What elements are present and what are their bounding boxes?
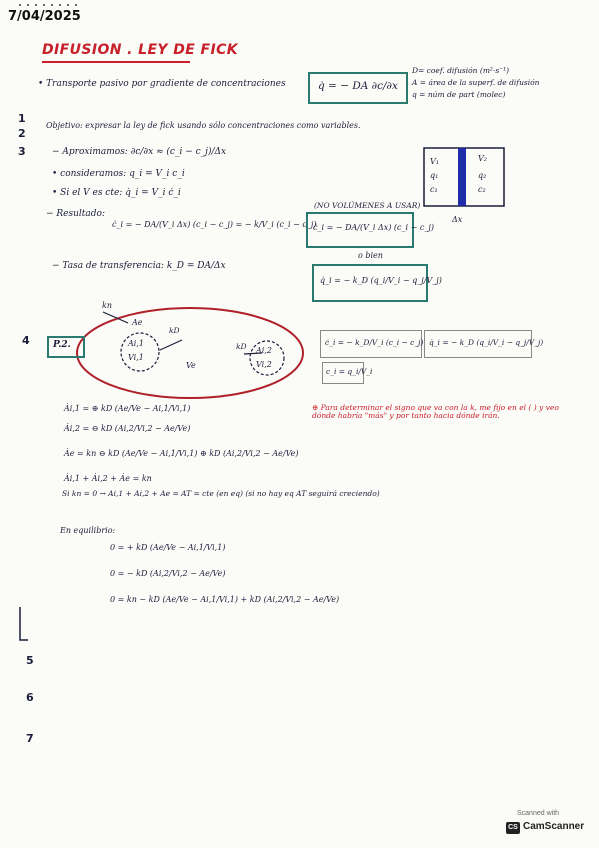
margin-mark-1: 1 [18,112,26,125]
cell-ve: Ve [186,361,196,370]
boxed-q-equation-box [312,264,442,302]
cell-vi1: Vi,1 [128,353,144,362]
margin-mark-5: 5 [26,654,34,667]
equilibrium-label: En equilibrio: [60,526,116,535]
margin-mark-3: 3 [18,145,26,158]
equilibrium-eq-2: 0 = − kD (Ai,2/Vi,2 − Ae/Ve) [110,569,226,578]
approx-line: − Aproximamos: ∂c/∂x ≈ (c_i − c_j)/Δx [52,147,227,157]
def-a: A = área de la superf. de difusión [412,78,540,87]
membrane-bar [458,148,466,206]
diagram-c1: c₁ [430,185,438,194]
diagram-c2: c₂ [478,185,486,194]
gray-box-1 [320,330,422,358]
cell-kd2: kD [236,342,247,351]
transport-line: • Transporte pasivo por gradiente de concentraciones [38,79,286,89]
camscanner-text: CamScanner [523,821,585,832]
rate-line: − Tasa de transferencia: k_D = DA/Δx [52,261,226,271]
gray-box-2 [424,330,544,358]
cell-ai1: Ai,1 [128,339,144,348]
vconst-line: • Si el V es cte: q̇_i = V_i ċ_i [52,188,181,198]
cell-ai2: Ai,2 [256,346,272,355]
equilibrium-eq-1: 0 = + kD (Ae/Ve − Ai,1/Vi,1) [110,543,226,552]
boxed-c-equation: ċ_i = − DA/(V_i Δx) (c_i − c_j) [313,223,434,232]
boxed-c-equation-box [306,212,434,248]
sum-equation: Ȧi,1 + Ȧi,2 + Ȧe = kn [64,474,152,483]
result-label: − Resultado: [46,209,105,219]
margin-mark-4: 4 [22,334,30,347]
ae-equation: Ȧe = kn ⊖ kD (Ae/Ve − Ai,1/Vi,1) ⊕ kD (Ai,2/Vi,2 − Ae/Ve) [64,449,299,458]
margin-mark-7: 7 [26,732,34,745]
ai2-equation: Ȧi,2 = ⊖ kD (Ai,2/Vi,2 − Ae/Ve) [64,424,191,433]
p2-label: P.2. [53,340,71,350]
no-volume-note: (NO VOLÚMENES A USAR) [314,201,421,210]
p2-box [47,336,85,358]
sign-note: ⊕ Para determinar el signo que va con la k, me fijo en el ( ) y veo dónde habría "más" y por tanto hacia dónde irán. [312,403,559,421]
equilibrium-eq-3: 0 = kn − kD (Ae/Ve − Ai,1/Vi,1) + kD (Ai,2/Vi,2 − Ae/Ve) [110,595,340,604]
fick-equation: q̇ = − DA ∂c/∂x [318,80,398,92]
diagram-q1: q₁ [430,171,439,180]
fick-box [308,72,408,104]
camscanner-badge [503,810,593,840]
margin-mark-6: 6 [26,691,34,704]
gray-eq-3: c_i = q_i/V_i [326,367,373,376]
conservation-line: Si kn = 0 → Ai,1 + Ai,2 + Ae = AT = cte (en eq) (si no hay eq AT seguirá creciendo) [62,489,380,498]
def-q: q = núm de part (molec) [412,90,506,99]
gray-box-3 [322,362,373,384]
title-underline [42,61,190,63]
cell-kn: kn [102,301,112,310]
gray-eq-2: q̇_i = − k_D (q_i/V_i − q_j/V_j) [429,338,544,347]
diagram-v2: V₂ [478,154,487,163]
camscanner-logo-icon: CS [506,822,520,834]
consider-line: • consideramos: q_i = V_i c_i [52,169,185,179]
diagram-dx: Δx [452,215,463,224]
cell-ae: Ae [132,318,143,327]
result-equation: ċ_i = − DA/(V_i Δx) (c_i − c_j) = − k/V_i (c_i − c_j) [112,220,317,229]
cell-vi2: Vi,2 [256,360,272,369]
boxed-q-equation: q̇_i = − k_D (q_i/V_i − q_j/V_j) [320,276,442,285]
o-bien: o bien [358,251,383,260]
diagram-v1: V₁ [430,157,439,166]
cell-kd1: kD [169,326,180,335]
scanned-with-text: Scanned with [517,810,560,817]
page-date: 7/04/2025 [8,9,81,24]
gray-eq-1: ċ_i = − k_D/V_i (c_i − c_j) [325,338,424,347]
margin-mark-2: 2 [18,127,26,140]
ai1-equation: Ȧi,1 = ⊕ kD (Ae/Ve − Ai,1/Vi,1) [64,404,191,413]
diagram-q2: q₂ [478,171,487,180]
objective-text: Objetivo: expresar la ley de fick usando sólo concentraciones como variables. [46,121,361,130]
def-d: D= coef. difusión (m²·s⁻¹) [412,66,510,75]
page-title: DIFUSION . LEY DE FICK [42,42,238,58]
